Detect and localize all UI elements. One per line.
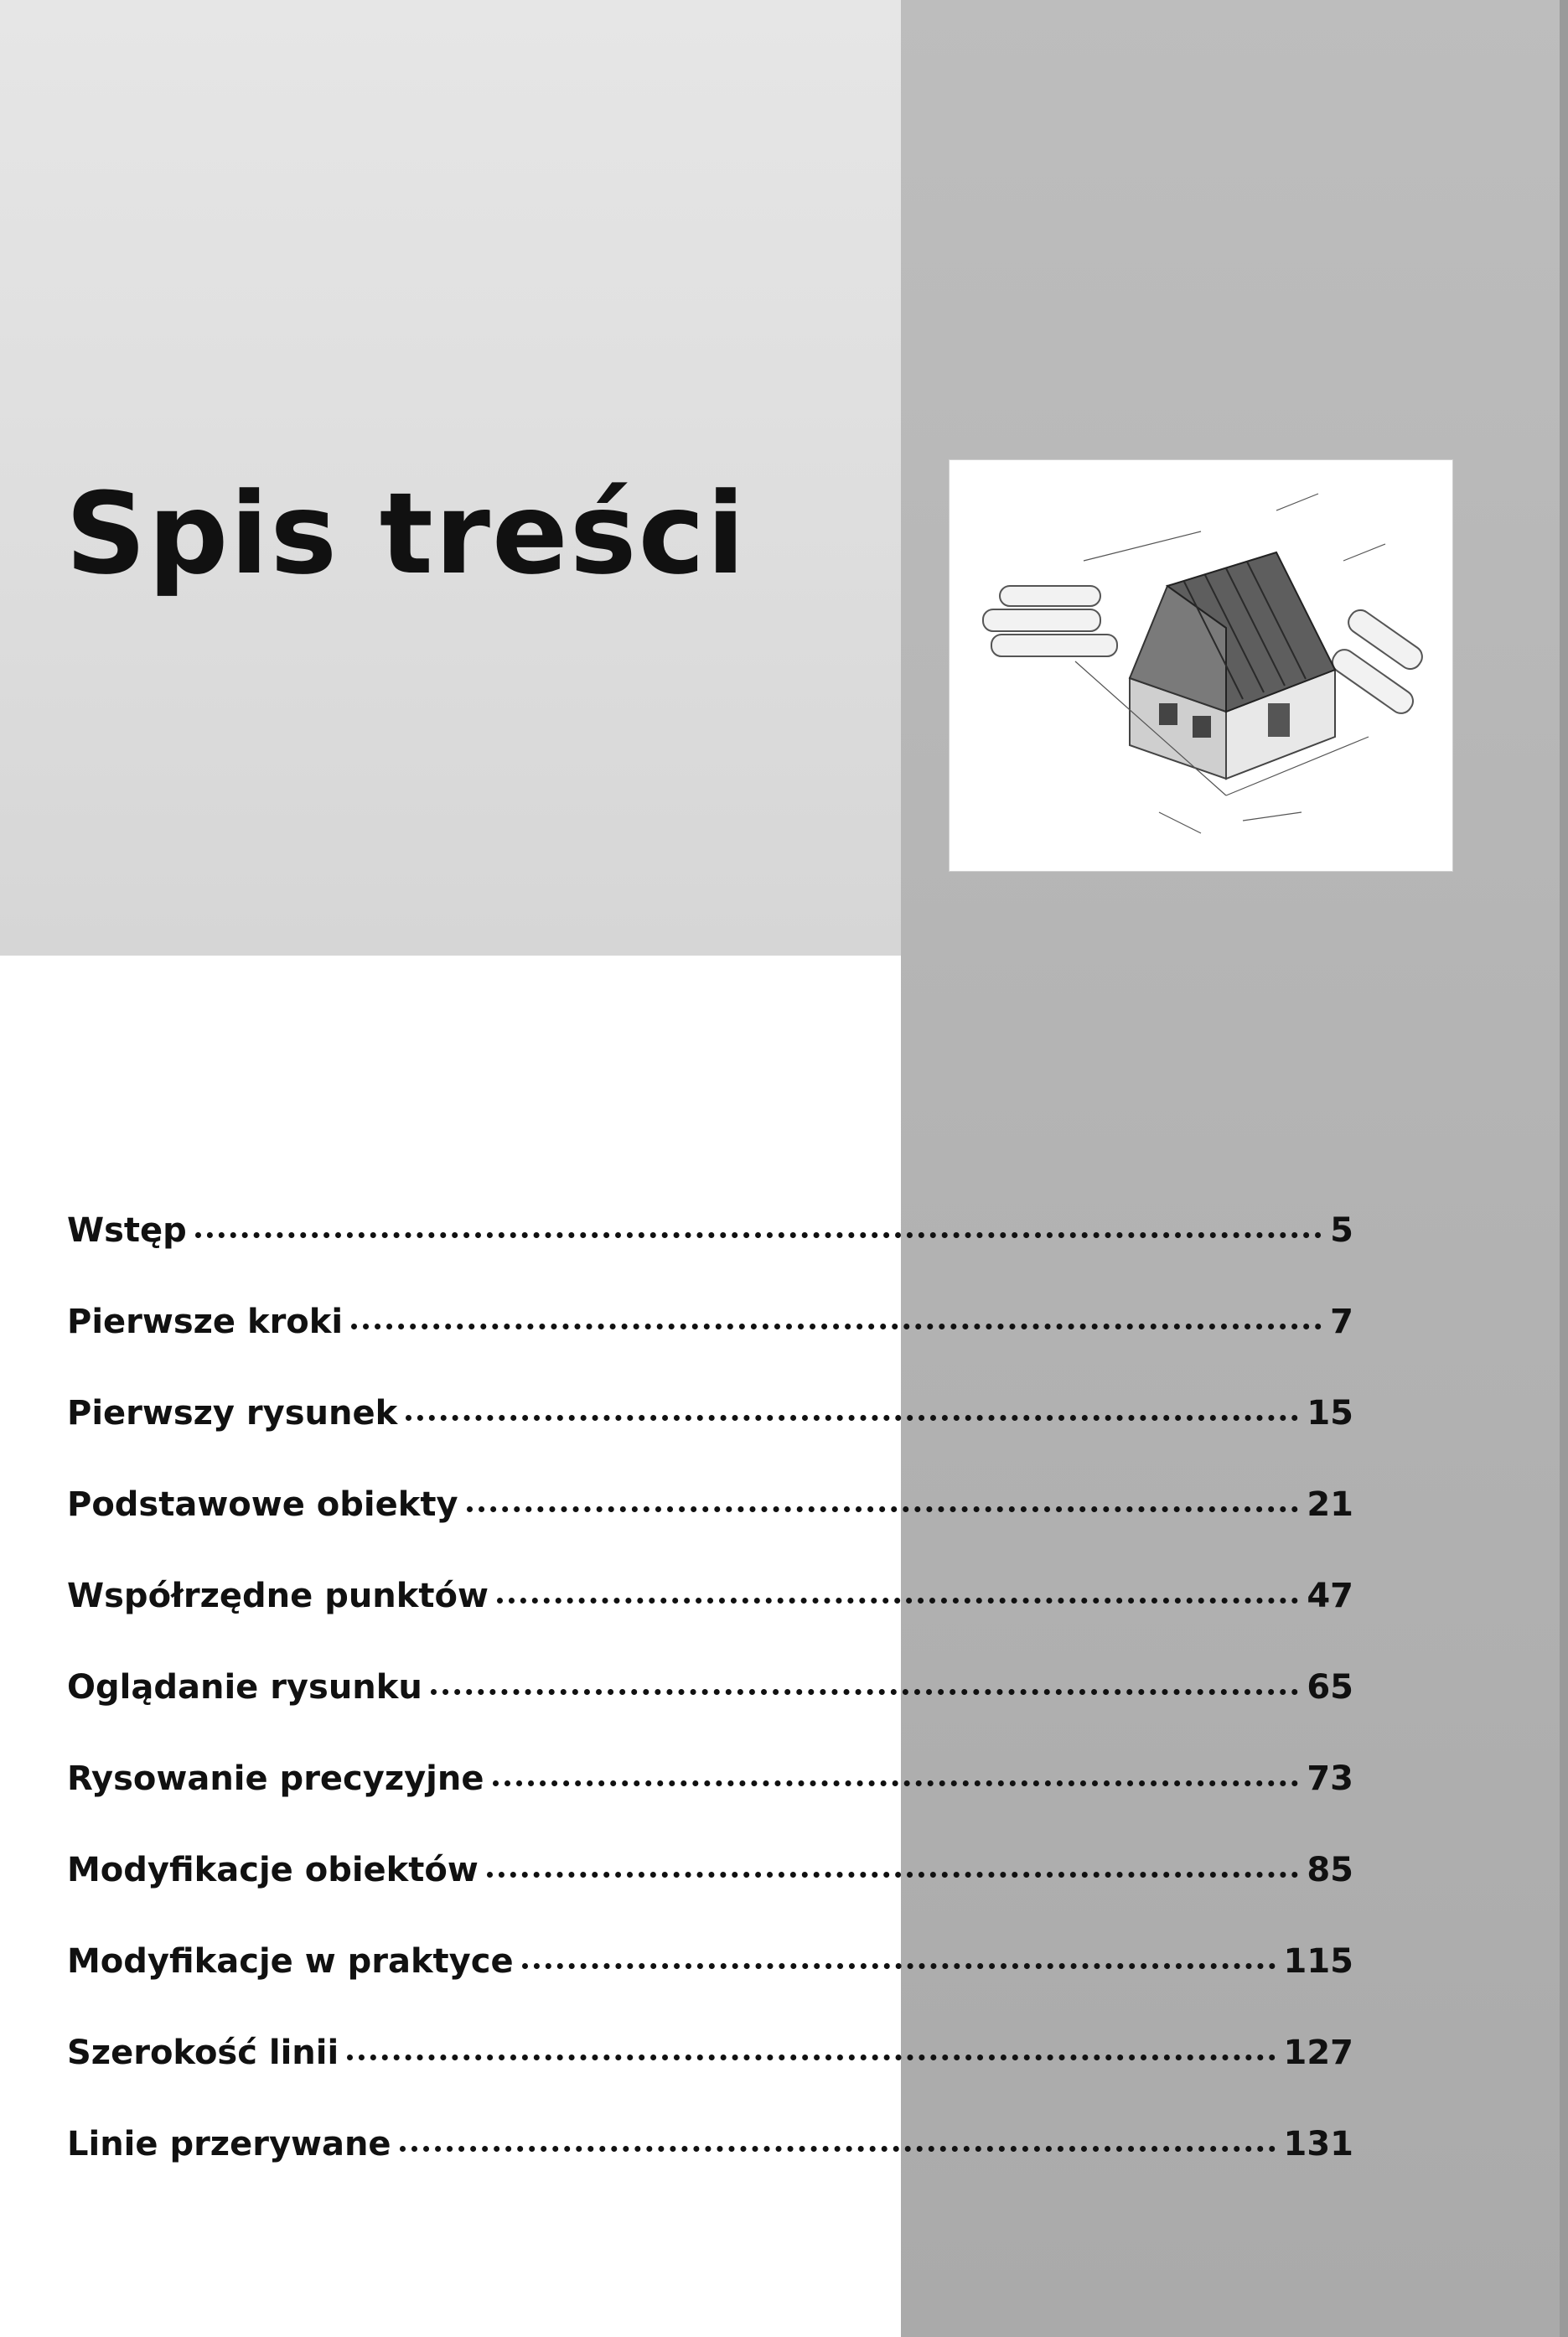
dot-leader bbox=[406, 1415, 1298, 1421]
toc-entry-title: Współrzędne punktów bbox=[67, 1577, 489, 1615]
toc-entry-title: Modyfikacje w praktyce bbox=[67, 1942, 514, 1981]
toc-entry[interactable] bbox=[67, 1851, 1353, 1942]
house-model bbox=[1130, 552, 1335, 779]
dot-leader bbox=[467, 1506, 1299, 1512]
toc-entry[interactable] bbox=[67, 2125, 1353, 2216]
toc-entry-page: 73 bbox=[1307, 1759, 1353, 1798]
blueprint-rolls-left bbox=[983, 586, 1117, 656]
toc-entry-page: 115 bbox=[1283, 1942, 1353, 1981]
dot-leader bbox=[487, 1872, 1299, 1878]
toc-entry-page: 131 bbox=[1283, 2125, 1353, 2163]
dot-leader bbox=[351, 1324, 1322, 1329]
dot-leader bbox=[493, 1780, 1299, 1786]
toc-entry-page: 21 bbox=[1307, 1485, 1353, 1524]
toc-entry[interactable] bbox=[67, 1668, 1353, 1759]
page-title: Spis treści bbox=[65, 469, 747, 599]
toc-entry-title: Pierwsze kroki bbox=[67, 1303, 344, 1341]
toc-entry-page: 85 bbox=[1307, 1851, 1353, 1889]
toc-entry-page: 127 bbox=[1283, 2034, 1353, 2072]
house-illustration bbox=[950, 460, 1452, 871]
table-of-contents bbox=[67, 1211, 1353, 2216]
toc-entry-page: 47 bbox=[1307, 1577, 1353, 1615]
toc-entry[interactable] bbox=[67, 1394, 1353, 1485]
house-blueprint-image bbox=[950, 460, 1452, 871]
toc-entry[interactable] bbox=[67, 1759, 1353, 1851]
toc-entry-page: 65 bbox=[1307, 1668, 1353, 1707]
dot-leader bbox=[431, 1689, 1298, 1695]
toc-entry-title: Oglądanie rysunku bbox=[67, 1668, 422, 1707]
toc-entry[interactable] bbox=[67, 1303, 1353, 1394]
dot-leader bbox=[497, 1598, 1298, 1604]
page-edge bbox=[1560, 0, 1568, 2337]
toc-entry-title: Linie przerywane bbox=[67, 2125, 391, 2163]
toc-entry-title: Pierwszy rysunek bbox=[67, 1394, 398, 1433]
toc-entry-title: Szerokość linii bbox=[67, 2034, 339, 2072]
toc-entry-page: 15 bbox=[1307, 1394, 1353, 1433]
blueprint-rolls-right bbox=[1328, 606, 1426, 718]
toc-entry-title: Modyfikacje obiektów bbox=[67, 1851, 479, 1889]
toc-entry[interactable] bbox=[67, 2034, 1353, 2125]
toc-entry-page: 5 bbox=[1330, 1211, 1353, 1250]
toc-entry-title: Podstawowe obiekty bbox=[67, 1485, 458, 1524]
dot-leader bbox=[347, 2055, 1275, 2060]
dot-leader bbox=[195, 1232, 1322, 1238]
toc-entry-title: Rysowanie precyzyjne bbox=[67, 1759, 484, 1798]
toc-entry[interactable] bbox=[67, 1485, 1353, 1577]
toc-entry-page: 7 bbox=[1330, 1303, 1353, 1341]
toc-entry[interactable] bbox=[67, 1577, 1353, 1668]
dot-leader bbox=[400, 2146, 1276, 2152]
toc-entry-title: Wstęp bbox=[67, 1211, 187, 1250]
toc-entry[interactable] bbox=[67, 1211, 1353, 1303]
dot-leader bbox=[522, 1963, 1276, 1969]
toc-entry[interactable] bbox=[67, 1942, 1353, 2034]
